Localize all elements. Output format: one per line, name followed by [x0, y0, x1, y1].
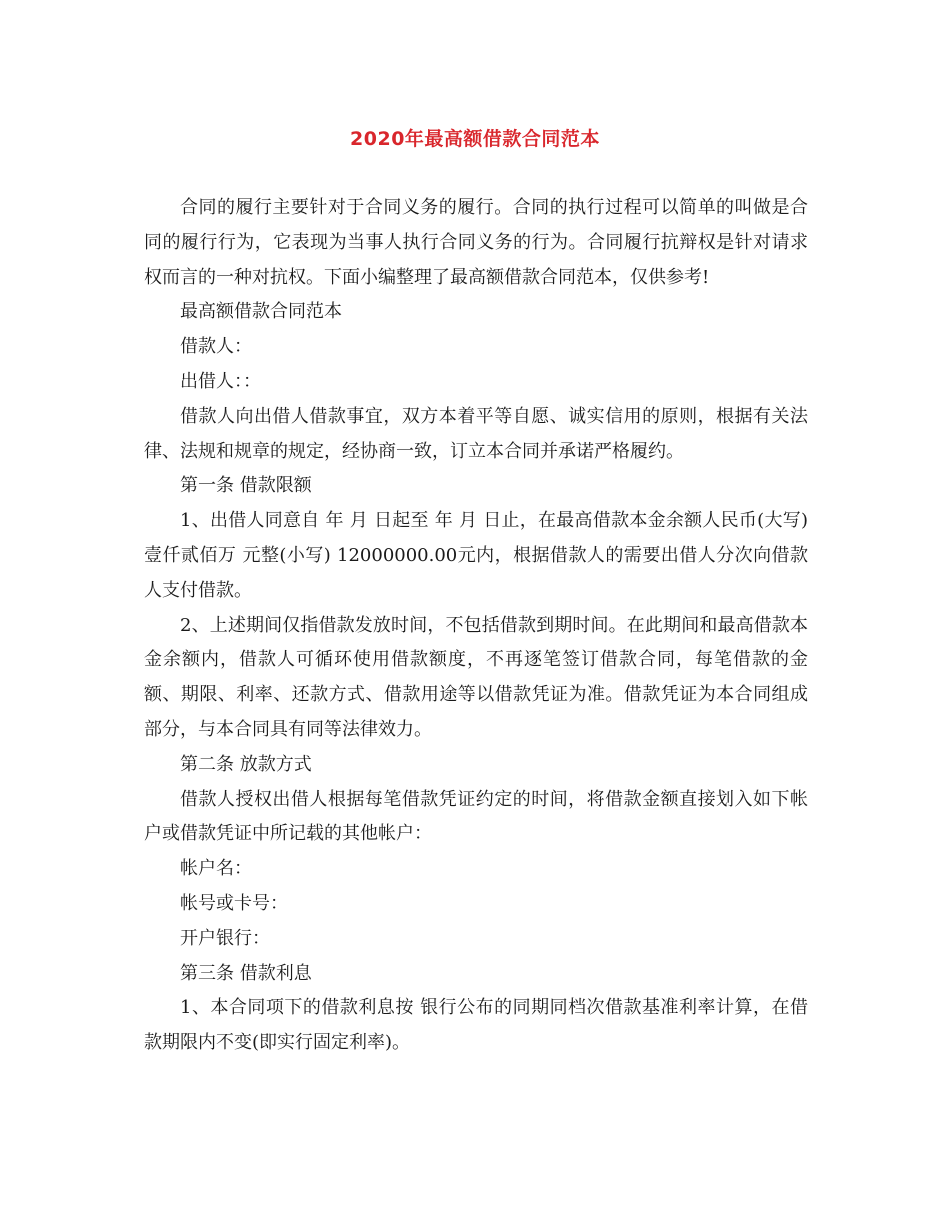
- paragraph-intro: 合同的履行主要针对于合同义务的履行。合同的执行过程可以简单的叫做是合同的履行行为，它表现为当事人执行合同义务的行为。合同履行抗辩权是针对请求权而言的一种对抗权。下面小编整理了最高额借款合同范本，仅供参考!: [144, 197, 808, 288]
- paragraph-account-number: 帐号或卡号：: [180, 892, 288, 914]
- document-title: 2020年最高额借款合同范本: [350, 128, 600, 150]
- section-heading-2: 第二条 放款方式: [180, 753, 312, 775]
- paragraph-account-name: 帐户名：: [180, 858, 252, 880]
- paragraph-subtitle: 最高额借款合同范本: [180, 301, 342, 323]
- section-heading-3: 第三条 借款利息: [180, 962, 312, 984]
- paragraph-bank: 开户银行：: [180, 927, 270, 949]
- paragraph-lender: 出借人：：: [180, 370, 261, 392]
- paragraph-preamble: 借款人向出借人借款事宜，双方本着平等自愿、诚实信用的原则，根据有关法律、法规和规章的规定，经协商一致，订立本合同并承诺严格履约。: [144, 405, 808, 462]
- paragraph-clause-2: 借款人授权出借人根据每笔借款凭证约定的时间，将借款金额直接划入如下帐户或借款凭证中所记载的其他帐户：: [144, 788, 808, 845]
- paragraph-clause-1-1: 1、出借人同意自 年 月 日起至 年 月 日止，在最高借款本金余额人民币(大写) 壹仟贰佰万 元整(小写) 12000000.00元内，根据借款人的需要出借人分次向借款人支付借款。: [144, 510, 808, 601]
- paragraph-clause-3-1: 1、本合同项下的借款利息按 银行公布的同期同档次借款基准利率计算，在借款期限内不变(即实行固定利率)。: [144, 997, 808, 1054]
- paragraph-clause-1-2: 2、上述期间仅指借款发放时间，不包括借款到期时间。在此期间和最高借款本金余额内，借款人可循环使用借款额度，不再逐笔签订借款合同，每笔借款的金额、期限、利率、还款方式、借款用途等以借款凭证为准。借款凭证为本合同组成部分，与本合同具有同等法律效力。: [144, 614, 808, 740]
- section-heading-1: 第一条 借款限额: [180, 475, 312, 497]
- paragraph-borrower: 借款人：: [180, 336, 252, 358]
- document-body: [144, 191, 808, 1061]
